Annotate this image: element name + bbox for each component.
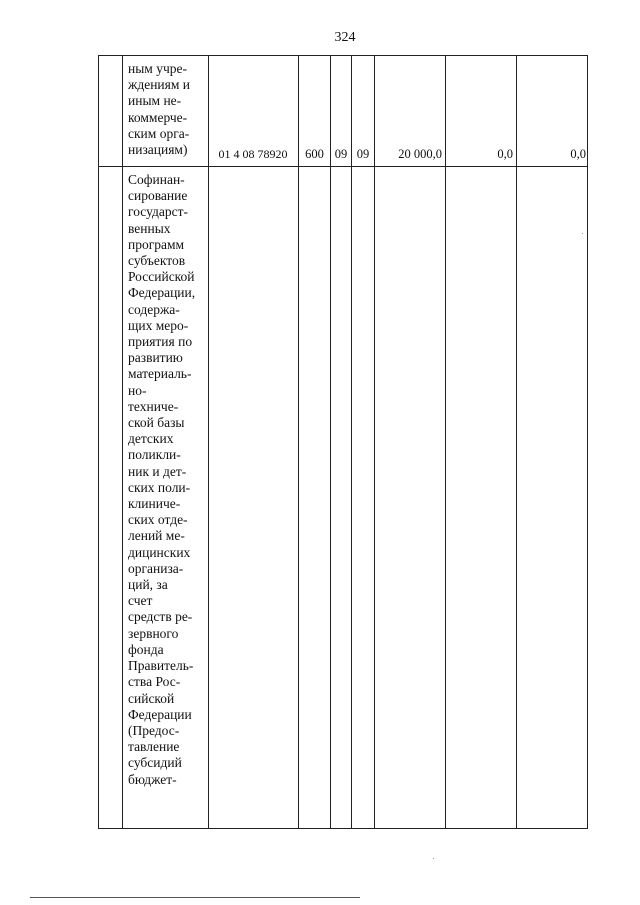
table-left-border <box>98 55 99 829</box>
col-divider-2 <box>208 55 209 829</box>
col-divider-3 <box>298 55 299 829</box>
col-divider-4 <box>330 55 331 829</box>
col-divider-6 <box>374 55 375 829</box>
footer-rule <box>30 897 360 898</box>
table-bottom-border <box>98 828 587 829</box>
col-divider-7 <box>445 55 446 829</box>
row-1-rz: 09 <box>334 147 348 161</box>
col-divider-8 <box>516 55 517 829</box>
row-1-sum-2: 0,0 <box>497 147 513 161</box>
row-1-vr: 600 <box>305 147 324 161</box>
scan-speck <box>582 233 583 234</box>
row-2-description: Софинан- сирование государст- венных программ субъектов Российской Федерации, содержа- щих меро- приятия по развитию материаль- но- техниче- ской базы детских поликли- ник и дет- ских поли- клиниче- ских отде- лений ме- дицинских организа- ций, за счет средств ре- зервного фонда Правитель- ства Рос- сийской Федерации (Предос- тавление субсидий бюджет- <box>128 172 196 787</box>
row-1-sum-1: 20 000,0 <box>398 147 442 161</box>
col-divider-5 <box>351 55 352 829</box>
row-1-sum-3: 0,0 <box>570 147 586 161</box>
table-right-border <box>587 55 588 829</box>
row-1-code: 01 4 08 78920 <box>218 147 288 161</box>
col-divider-1 <box>122 55 123 829</box>
row-1-description: ным учре- ждениям и иным не- коммерче- ским орга- низациям) <box>128 61 190 158</box>
table-top-border <box>98 55 587 56</box>
scan-speck <box>433 858 434 859</box>
page-number: 324 <box>334 30 356 45</box>
row-separator <box>98 166 587 167</box>
row-1-pr: 09 <box>356 147 370 161</box>
